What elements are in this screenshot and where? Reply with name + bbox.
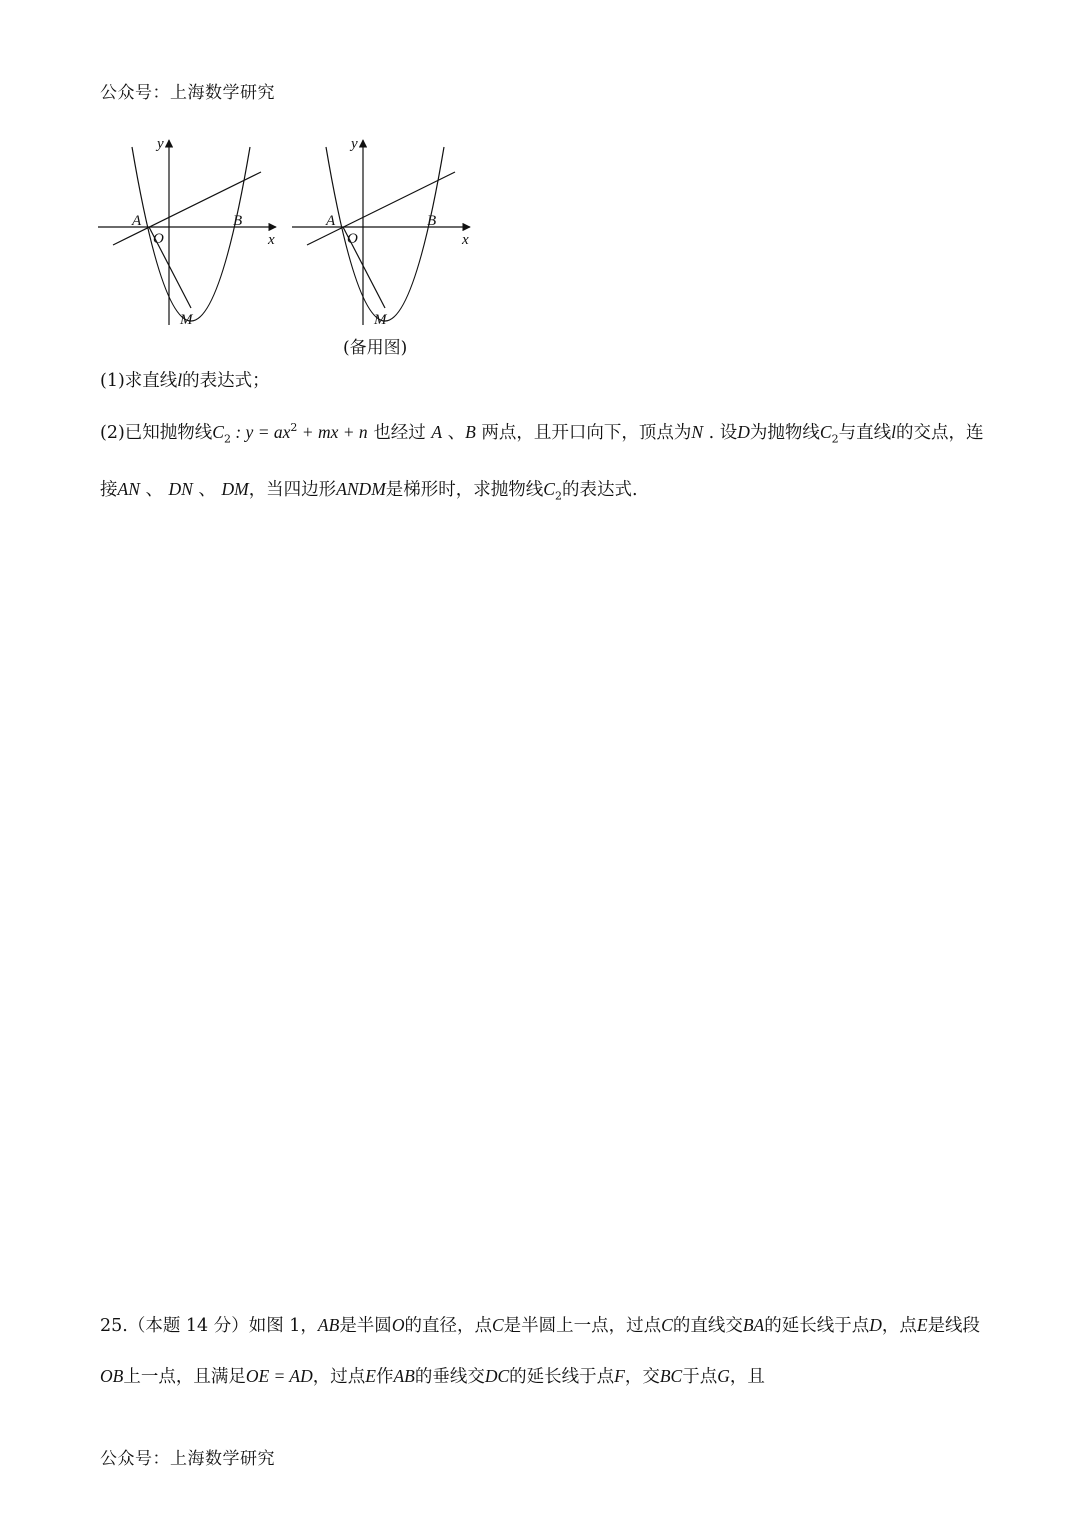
label-o-2: O [347,231,358,247]
q25-g: G [717,1366,730,1386]
q25-d: D [869,1315,882,1335]
question-1 [100,355,984,406]
q2-eq-sup: 2 [290,421,298,434]
q2-sep2: 、 [139,480,169,501]
q25-ba: BA [742,1315,765,1335]
q2-b: B [465,421,476,442]
label-a: A [132,213,142,229]
q2-t7: ，当四边形 [248,480,337,501]
q25-ob: OB [100,1366,124,1386]
q2-l: l [891,421,896,442]
label-a-2: A [326,213,336,229]
q2-a: A [431,421,443,442]
q2-t4: 为抛物线 [749,422,820,443]
q25-p4: 是半圆上一点，过点 [503,1316,662,1336]
q1-var-l: l [177,370,183,390]
q2-eq-tail: + mx + n [297,421,368,442]
label-o: O [153,231,164,247]
figure-caption: (备用图) [343,338,408,358]
q25-p3: 的直径，点 [404,1316,492,1336]
q25-p5: 的直线交 [672,1316,743,1336]
figure-spare [292,136,470,328]
label-x: x [268,232,275,248]
label-m-2: M [374,312,387,328]
q25-e2: E [365,1366,376,1386]
q2-andm: ANDM [336,479,386,500]
q2-t6: 的交点，连接 [100,422,984,501]
q25-p6: 的延长线于点 [764,1316,870,1336]
q2-t1: 也经过 [367,422,432,443]
page-header: 公众号：上海数学研究 [100,83,275,103]
q25-p7: ，点 [881,1316,917,1336]
q25-ab: AB [317,1315,340,1335]
q2-eq-mid: : y = ax [230,421,291,442]
q25-eq: OE = AD [245,1366,313,1386]
q1-prefix: (1)求直线 [100,371,178,391]
q2-prefix: (2)已知抛物线 [100,422,213,443]
q25-c2: C [661,1315,673,1335]
parabola-c1 [132,147,250,321]
q25-p11: 作 [375,1367,394,1387]
q25-p9: 上一点，且满足 [123,1367,246,1387]
q2-dn: DN [168,479,193,500]
label-m: M [180,312,193,328]
q25-p15: 于点 [682,1367,718,1387]
q2-t8: 是梯形时，求抛物线 [385,480,544,501]
q25-c: C [491,1315,504,1335]
parabola-c1-2 [326,147,444,321]
q25-o: O [391,1315,405,1335]
label-b-2: B [427,213,437,229]
q2-c2a-sub: 2 [831,432,839,446]
label-y: y [157,136,164,152]
q2-t3: . 设 [703,422,738,443]
q25-p14: ，交 [624,1367,660,1387]
q2-sep3: 、 [192,480,222,501]
question-25 [100,1300,984,1402]
q25-ab2: AB [393,1366,415,1386]
q2-c2b-sub: 2 [554,489,562,503]
q25-p8: 是线段 [927,1316,981,1336]
label-b: B [233,213,243,229]
q2-sep1: 、 [442,422,466,443]
q25-f: F [614,1366,625,1386]
q25-p2: 是半圆 [339,1316,392,1336]
q2-dm: DM [221,479,249,500]
q2-t5: 与直线 [838,422,892,443]
q25-dc: DC [484,1366,510,1386]
q2-c2a: C [819,421,832,442]
q2-eq-sub: 2 [223,432,231,446]
q25-p12: 的垂线交 [414,1367,485,1387]
figure-main [98,136,276,328]
q2-t2: 两点，且开口向下，顶点为 [475,422,692,443]
q2-n: N [691,421,704,442]
q25-p10: ，过点 [312,1367,366,1387]
q2-an: AN [117,479,140,500]
q2-t9: 的表达式. [561,480,638,501]
q25-p1: 25.（本题 14 分）如图 1， [100,1316,318,1336]
q25-bc: BC [659,1366,683,1386]
parabola-figures [96,130,486,330]
q1-suffix: 的表达式； [182,371,270,391]
q25-e: E [916,1315,928,1335]
figure-area [96,130,486,365]
q2-eq-c: C [212,421,224,442]
page-footer: 公众号：上海数学研究 [100,1449,275,1469]
label-y-2: y [351,136,358,152]
q25-p13: 的延长线于点 [509,1367,615,1387]
label-x-2: x [462,232,469,248]
q2-d: D [737,421,750,442]
question-2 [100,403,984,522]
q2-c2b: C [543,479,555,500]
q25-p16: ，且 [729,1367,765,1387]
